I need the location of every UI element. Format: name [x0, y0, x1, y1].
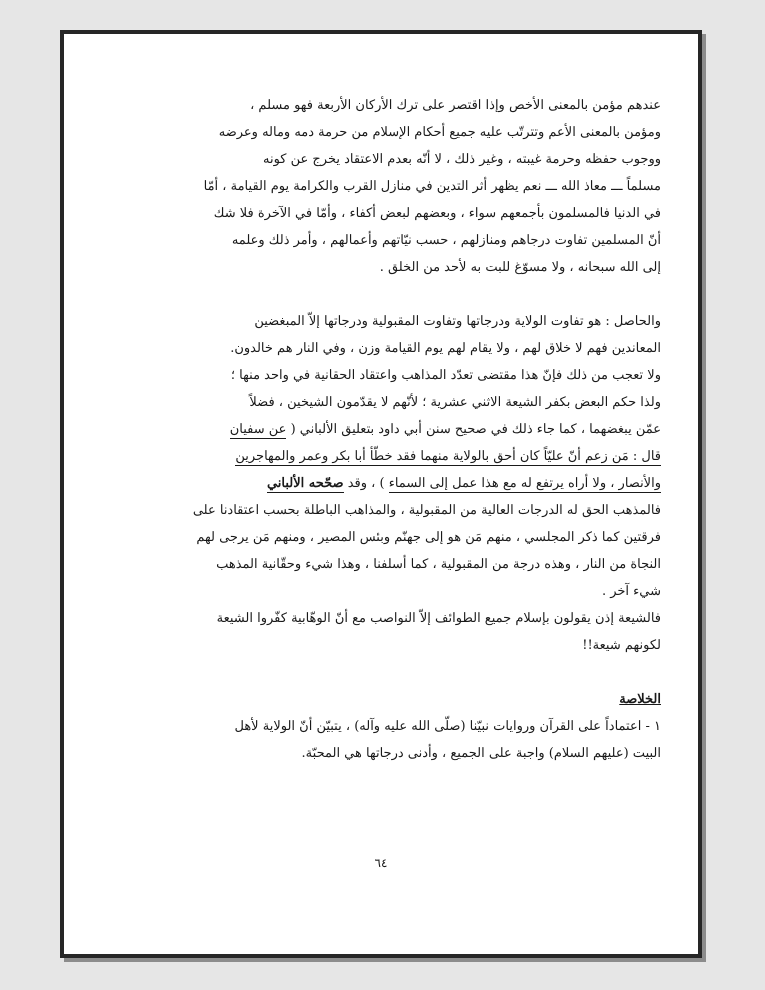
text-line: في الدنيا فالمسلمون بأجمعهم سواء ، وبعضهم لبعض أكفاء ، وأمّا في الآخرة فلا شك: [213, 206, 661, 221]
text-line-quote: [126, 443, 661, 470]
summary-heading: الخلاصة: [619, 692, 661, 707]
plain-text: ) ، وقد: [347, 476, 385, 491]
text-line-quote-end: [126, 470, 661, 497]
text-line: ١ - اعتماداً على القرآن وروايات نبيّنا (صلّى الله عليه وآله) ، يتبيّن أنّ الولاية لأهل: [234, 719, 661, 734]
text-line: ووجوب حفظه وحرمة غيبته ، وغير ذلك ، لا أنّه بعدم الاعتقاد يخرج عن كونه: [263, 152, 661, 167]
text-line: أنّ المسلمين تفاوت درجاهم ومنازلهم ، حسب نيّاتهم وأعمالهم ، وأمر ذلك وعلمه: [231, 233, 661, 248]
summary-section: [126, 686, 661, 767]
text-line: المعاندين فهم لا خلاق لهم ، ولا يقام لهم يوم القيامة وزن ، وفي النار هم خالدون.: [230, 341, 661, 356]
text-line: النجاة من النار ، وهذه درجة من المقبولية ، كما أسلفنا ، وهذا شيء وحقّانية المذهب: [216, 557, 661, 572]
text-line-quote-start: [126, 416, 661, 443]
page-frame: [60, 30, 702, 958]
page-content: [126, 92, 661, 767]
page-number: ٦٤: [374, 856, 388, 870]
paragraph-2: [126, 308, 661, 605]
bold-attribution: صحّحه الألباني: [266, 476, 344, 491]
plain-text: عمّن يبغضهما ، كما جاء ذلك في صحيح سنن أبي داود بتعليق الألباني (: [290, 422, 661, 437]
paragraph-3: [126, 605, 661, 659]
underlined-quote: والأنصار ، ولا أراه يرتفع له مع هذا عمل إلى السماء: [388, 476, 661, 491]
text-line: فالشيعة إذن يقولون بإسلام جميع الطوائف إلاّ النواصب مع أنّ الوهّابية كفّروا الشيعة: [216, 611, 661, 626]
paragraph-gap: [126, 281, 661, 308]
text-line: ولا تعجب من ذلك فإنّ هذا مقتضى تعدّد المذاهب واعتقاد الحقانية في واحد منها ؛: [230, 368, 661, 383]
underlined-quote: قال : مَن زعم أنّ عليّاً كان أحق بالولاية منهما فقد خطّأ أبا بكر وعمر والمهاجرين: [235, 449, 661, 464]
text-line: مسلماً ـــ معاذ الله ـــ نعم يظهر أثر التدين في منازل القرب والكرامة يوم القيامة ، أمّا: [203, 179, 661, 194]
text-line: لكونهم شيعة!!: [582, 638, 661, 653]
text-line: فالمذهب الحق له الدرجات العالية من المقبولية ، والمذاهب الباطلة بحسب اعتقادنا على: [192, 503, 661, 518]
paragraph-1: [126, 92, 661, 281]
text-line: شيء آخر .: [601, 584, 661, 599]
text-line: والحاصل : هو تفاوت الولاية ودرجاتها وتفاوت المقبولية ودرجاتها إلاّ المبغضين: [254, 314, 661, 329]
text-line: إلى الله سبحانه ، ولا مسوّغ للبت به لأحد من الخلق .: [379, 260, 661, 275]
paragraph-gap: [126, 659, 661, 686]
text-line: عندهم مؤمن بالمعنى الأخص وإذا اقتصر على ترك الأركان الأربعة فهو مسلم ،: [250, 98, 661, 113]
text-line: فرقتين كما ذكر المجلسي ، منهم مَن هو إلى جهنّم وبئس المصير ، ومنهم مَن يرجى لهم: [196, 530, 661, 545]
underlined-quote: عن سفيان: [229, 422, 287, 437]
text-line: ولذا حكم البعض بكفر الشيعة الاثني عشرية ؛ لأنّهم لا يقدّمون الشيخين ، فضلاً: [249, 395, 661, 410]
text-line: ومؤمن بالمعنى الأعم وتترتّب عليه جميع أحكام الإسلام من حرمة دمه وماله وعرضه: [218, 125, 661, 140]
text-line: البيت (عليهم السلام) واجبة على الجميع ، وأدنى درجاتها هي المحبّة.: [301, 746, 661, 761]
